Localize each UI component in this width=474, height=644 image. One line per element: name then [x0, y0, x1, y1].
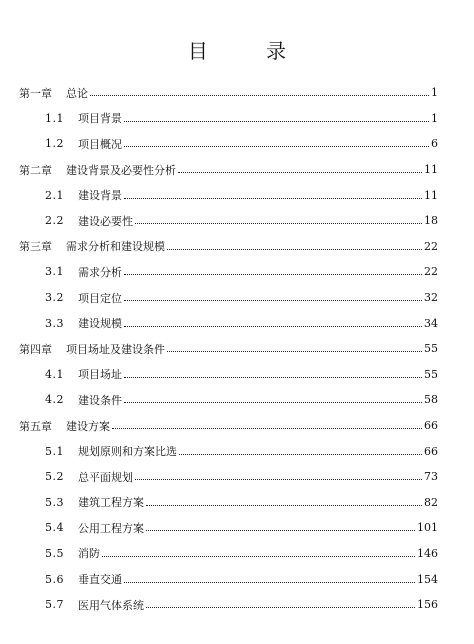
toc-entry-title: 建设背景及必要性分析	[66, 163, 176, 177]
toc-dot-leader	[90, 95, 429, 96]
toc-entry-title: 建设规模	[78, 317, 122, 331]
toc-entry-title: 规划原则和方案比选	[78, 445, 177, 459]
toc-section-entry[interactable]	[0, 438, 474, 464]
toc-dot-leader	[146, 530, 415, 531]
toc-entry-title: 消防	[78, 547, 100, 561]
toc-entry-number: 5.5	[45, 546, 64, 560]
toc-entry-number: 1.1	[45, 111, 64, 125]
toc-entry-title: 垂直交通	[78, 573, 122, 587]
toc-section-entry[interactable]	[0, 131, 474, 157]
toc-section-entry[interactable]	[0, 464, 474, 490]
toc-chapter-entry[interactable]	[0, 336, 474, 362]
toc-section-entry[interactable]	[0, 208, 474, 234]
toc-entry-number: 3.1	[45, 265, 64, 279]
toc-section-entry[interactable]	[0, 310, 474, 336]
toc-page-number: 32	[424, 291, 438, 305]
toc-page-number: 146	[417, 546, 438, 560]
toc-section-entry[interactable]	[0, 106, 474, 132]
toc-dot-leader	[178, 172, 422, 173]
toc-dot-leader	[146, 607, 415, 608]
toc-entry-number: 第五章	[19, 419, 52, 433]
toc-entry-number: 第四章	[19, 342, 52, 356]
table-of-contents	[0, 80, 474, 617]
toc-dot-leader	[124, 274, 422, 275]
toc-entry-title: 项目概况	[78, 137, 122, 151]
toc-chapter-entry[interactable]	[0, 157, 474, 183]
toc-entry-number: 3.2	[45, 291, 64, 305]
toc-dot-leader	[102, 556, 415, 557]
toc-section-entry[interactable]	[0, 515, 474, 541]
toc-dot-leader	[124, 146, 429, 147]
toc-entry-title: 建设背景	[78, 189, 122, 203]
toc-page-number: 55	[424, 342, 438, 356]
toc-chapter-entry[interactable]	[0, 413, 474, 439]
toc-section-entry[interactable]	[0, 362, 474, 388]
toc-page-number: 101	[417, 521, 438, 535]
toc-entry-number: 5.4	[45, 521, 64, 535]
toc-entry-title: 医用气体系统	[78, 598, 144, 612]
toc-entry-title: 建设必要性	[78, 214, 133, 228]
toc-entry-number: 1.2	[45, 137, 64, 151]
toc-section-entry[interactable]	[0, 566, 474, 592]
toc-page-number: 55	[424, 367, 438, 381]
toc-dot-leader	[124, 121, 429, 122]
toc-dot-leader	[124, 402, 422, 403]
toc-section-entry[interactable]	[0, 387, 474, 413]
toc-entry-number: 5.7	[45, 598, 64, 612]
toc-dot-leader	[124, 582, 415, 583]
toc-page-number: 11	[424, 163, 438, 177]
toc-page-number: 156	[417, 598, 438, 612]
toc-entry-number: 5.3	[45, 495, 64, 509]
toc-section-entry[interactable]	[0, 541, 474, 567]
toc-page-number: 73	[424, 470, 438, 484]
toc-entry-title: 建设方案	[66, 419, 110, 433]
toc-entry-title: 建设条件	[78, 393, 122, 407]
page-title: 目 录	[187, 39, 313, 64]
toc-entry-number: 4.2	[45, 393, 64, 407]
toc-section-entry[interactable]	[0, 259, 474, 285]
toc-entry-title: 需求分析	[78, 265, 122, 279]
toc-entry-number: 第一章	[19, 86, 52, 100]
toc-page-number: 66	[424, 444, 438, 458]
toc-entry-title: 总论	[66, 86, 88, 100]
toc-entry-number: 5.1	[45, 444, 64, 458]
toc-entry-number: 5.6	[45, 572, 64, 586]
toc-page-number: 82	[424, 495, 438, 509]
toc-dot-leader	[167, 249, 422, 250]
toc-section-entry[interactable]	[0, 490, 474, 516]
toc-dot-leader	[124, 326, 422, 327]
toc-page-number: 66	[424, 419, 438, 433]
toc-entry-number: 第三章	[19, 240, 52, 254]
toc-page-number: 1	[431, 86, 438, 100]
toc-chapter-entry[interactable]	[0, 234, 474, 260]
toc-chapter-entry[interactable]	[0, 80, 474, 106]
toc-entry-title: 建筑工程方案	[78, 496, 144, 510]
toc-page-number: 22	[424, 265, 438, 279]
toc-page-number: 154	[417, 572, 438, 586]
toc-section-entry[interactable]	[0, 285, 474, 311]
toc-entry-title: 公用工程方案	[78, 521, 144, 535]
toc-page-number: 1	[431, 111, 438, 125]
toc-page-number: 34	[424, 316, 438, 330]
toc-section-entry[interactable]	[0, 182, 474, 208]
toc-page-number: 11	[424, 188, 438, 202]
toc-dot-leader	[112, 428, 422, 429]
toc-dot-leader	[167, 351, 422, 352]
toc-entry-number: 3.3	[45, 316, 64, 330]
toc-dot-leader	[179, 454, 422, 455]
toc-entry-number: 5.2	[45, 470, 64, 484]
toc-entry-title: 项目背景	[78, 112, 122, 126]
toc-entry-number: 第二章	[19, 163, 52, 177]
toc-dot-leader	[146, 505, 422, 506]
toc-entry-title: 总平面规划	[78, 470, 133, 484]
toc-page-number: 58	[424, 393, 438, 407]
toc-dot-leader	[135, 479, 422, 480]
toc-entry-number: 4.1	[45, 367, 64, 381]
toc-entry-number: 2.2	[45, 214, 64, 228]
toc-dot-leader	[124, 377, 422, 378]
toc-entry-title: 需求分析和建设规模	[66, 240, 165, 254]
toc-dot-leader	[124, 300, 422, 301]
toc-page-number: 6	[431, 137, 438, 151]
toc-dot-leader	[135, 223, 422, 224]
toc-page-number: 18	[424, 214, 438, 228]
toc-entry-number: 2.1	[45, 188, 64, 202]
toc-page-number: 22	[424, 239, 438, 253]
toc-entry-title: 项目场址及建设条件	[66, 342, 165, 356]
toc-section-entry[interactable]	[0, 592, 474, 618]
toc-entry-title: 项目定位	[78, 291, 122, 305]
toc-entry-title: 项目场址	[78, 368, 122, 382]
toc-dot-leader	[124, 198, 422, 199]
